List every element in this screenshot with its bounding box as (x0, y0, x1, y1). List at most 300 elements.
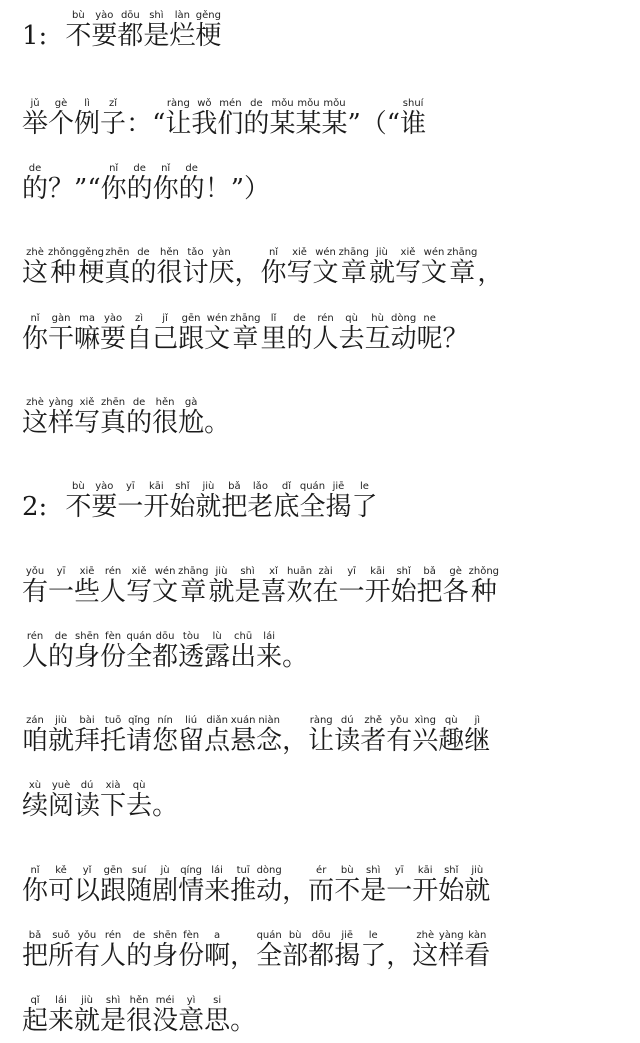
pinyin: yì (178, 995, 205, 1006)
pinyin: ne (416, 313, 443, 324)
annotated-char (351, 481, 378, 522)
pinyin: wén (204, 313, 231, 324)
hanzi: 很 (152, 408, 179, 438)
pinyin: de (22, 163, 48, 174)
hanzi: 身 (152, 941, 179, 971)
annotated-char (412, 715, 439, 756)
annotated-char (104, 247, 131, 288)
pinyin: yào (91, 10, 118, 21)
pinyin: xuán (230, 715, 257, 726)
pinyin: ràng (165, 98, 192, 109)
hanzi: 底 (273, 492, 300, 522)
hanzi: 开 (364, 577, 391, 607)
hanzi: 不 (65, 21, 92, 51)
hanzi: 这 (412, 941, 439, 971)
hanzi: 来 (256, 642, 283, 672)
hanzi: 文 (420, 258, 447, 288)
annotated-char (74, 98, 101, 139)
annotated-char (74, 930, 101, 971)
plain-char: ” (347, 109, 361, 139)
hanzi: 人 (312, 324, 339, 354)
plain-char: “ (386, 109, 401, 139)
annotated-char (204, 715, 231, 756)
hanzi: 拜 (74, 726, 101, 756)
pinyin: tuī (230, 865, 257, 876)
annotated-char (195, 481, 222, 522)
pinyin: bù (65, 10, 92, 21)
annotated-char (308, 715, 335, 756)
pinyin: yǒu (22, 566, 48, 577)
hanzi: 你 (260, 258, 287, 288)
pinyin: a (204, 930, 231, 941)
pinyin: mén (217, 98, 244, 109)
pinyin: zán (22, 715, 48, 726)
hanzi: 人 (100, 941, 127, 971)
hanzi: 都 (308, 941, 335, 971)
pinyin: de (130, 247, 157, 258)
plain-char: ” (230, 174, 244, 204)
hanzi: 样 (48, 408, 75, 438)
pinyin: bǎ (416, 566, 443, 577)
pinyin: wén (152, 566, 179, 577)
annotated-char (152, 163, 179, 204)
plain-char: ， (477, 258, 504, 288)
annotated-char (299, 481, 326, 522)
pinyin: làn (169, 10, 196, 21)
pinyin: huān (286, 566, 313, 577)
hanzi: 了 (360, 941, 387, 971)
hanzi: 所 (48, 941, 75, 971)
hanzi: 就 (74, 1006, 101, 1036)
annotated-char (204, 995, 231, 1036)
annotated-char (243, 98, 270, 139)
hanzi: 种 (48, 258, 79, 288)
pinyin: ma (74, 313, 101, 324)
hanzi: 咱 (22, 726, 49, 756)
annotated-char (178, 930, 205, 971)
hanzi: 有 (22, 577, 49, 607)
pinyin: jiù (195, 481, 222, 492)
annotated-char (447, 247, 478, 288)
hanzi: 尬 (178, 408, 205, 438)
hanzi: 的 (243, 109, 270, 139)
annotated-char (91, 10, 118, 51)
hanzi: 某 (321, 109, 348, 139)
pinyin: xiě (286, 247, 313, 258)
annotated-char (126, 780, 153, 821)
pinyin: mǒu (269, 98, 296, 109)
hanzi: 把 (416, 577, 443, 607)
annotated-char (204, 865, 231, 906)
hanzi: 写 (394, 258, 421, 288)
annotated-char (295, 98, 322, 139)
annotated-char (126, 865, 153, 906)
hanzi: 来 (48, 1006, 75, 1036)
hanzi: 文 (152, 577, 179, 607)
pinyin: lì (74, 98, 101, 109)
annotated-char (364, 313, 391, 354)
hanzi: 读 (74, 791, 101, 821)
hanzi: 托 (100, 726, 127, 756)
pinyin: de (286, 313, 313, 324)
hanzi: 写 (126, 577, 153, 607)
pinyin: yào (100, 313, 127, 324)
annotated-char (74, 397, 101, 438)
annotated-char (308, 865, 335, 906)
pinyin: xiē (74, 566, 101, 577)
annotated-char (22, 930, 49, 971)
hanzi: 剧 (152, 876, 179, 906)
annotated-char (204, 930, 231, 971)
hanzi: 是 (100, 1006, 127, 1036)
annotated-char (152, 865, 179, 906)
plain-char: ， (386, 941, 413, 971)
hanzi: 就 (368, 258, 395, 288)
annotated-char (230, 865, 257, 906)
annotated-char (100, 631, 127, 672)
annotated-char (338, 566, 365, 607)
hanzi: 起 (22, 1006, 49, 1036)
hanzi: 你 (152, 174, 179, 204)
annotated-char (74, 780, 101, 821)
pinyin: de (243, 98, 270, 109)
annotated-char (286, 313, 313, 354)
annotated-char (368, 247, 395, 288)
pinyin: shēn (74, 631, 101, 642)
pinyin: gěng (195, 10, 222, 21)
hanzi: 思 (204, 1006, 231, 1036)
hanzi: 让 (165, 109, 192, 139)
hanzi: 续 (22, 791, 49, 821)
plain-char: 。 (282, 642, 309, 672)
annotated-char (126, 313, 153, 354)
hanzi: 真 (104, 258, 131, 288)
hanzi: 情 (178, 876, 205, 906)
annotated-char (48, 995, 75, 1036)
hanzi: 这 (22, 408, 49, 438)
pinyin: jiē (325, 481, 352, 492)
annotated-char (260, 313, 287, 354)
pinyin: de (126, 163, 153, 174)
hanzi: 写 (74, 408, 101, 438)
hanzi: 者 (360, 726, 387, 756)
pinyin: lái (48, 995, 75, 1006)
annotated-char (416, 313, 443, 354)
pinyin: wǒ (191, 98, 218, 109)
annotated-char (100, 715, 127, 756)
pinyin: qíng (178, 865, 205, 876)
text-line (22, 313, 469, 352)
pinyin: shǐ (169, 481, 196, 492)
pinyin: kàn (464, 930, 491, 941)
plain-char: ！ (204, 174, 231, 204)
annotated-char (178, 313, 205, 354)
hanzi: 没 (152, 1006, 179, 1036)
pinyin: lái (256, 631, 283, 642)
annotated-char (78, 247, 105, 288)
hanzi: 开 (412, 876, 439, 906)
annotated-char (312, 313, 339, 354)
text-line (22, 247, 503, 286)
hanzi: 很 (126, 1006, 153, 1036)
annotated-char (334, 930, 361, 971)
annotated-char (100, 930, 127, 971)
annotated-char (217, 98, 244, 139)
annotated-char (126, 715, 153, 756)
hanzi: 可 (48, 876, 75, 906)
pinyin: méi (152, 995, 179, 1006)
pinyin: shuí (400, 98, 427, 109)
hanzi: 你 (22, 324, 49, 354)
pinyin: wén (312, 247, 339, 258)
pinyin: nǐ (22, 313, 48, 324)
hanzi: 要 (91, 492, 118, 522)
pinyin: rén (100, 566, 127, 577)
pinyin: zì (126, 313, 153, 324)
annotated-char (126, 631, 153, 672)
annotated-char (312, 247, 339, 288)
annotated-char (22, 163, 49, 204)
text-line (22, 98, 426, 137)
hanzi: 你 (22, 876, 49, 906)
annotated-char (338, 247, 369, 288)
hanzi: 我 (191, 109, 218, 139)
pinyin: kāi (364, 566, 391, 577)
hanzi: 是 (360, 876, 387, 906)
pinyin: de (178, 163, 205, 174)
pinyin: zhāng (447, 247, 478, 258)
pinyin: si (204, 995, 231, 1006)
annotated-char (208, 247, 235, 288)
hanzi: 章 (338, 258, 369, 288)
annotated-char (74, 313, 101, 354)
annotated-char (48, 865, 75, 906)
annotated-char (420, 247, 447, 288)
hanzi: 在 (312, 577, 339, 607)
annotated-char (169, 10, 196, 51)
hanzi: 己 (152, 324, 179, 354)
pinyin: yī (386, 865, 413, 876)
pinyin: dōu (117, 10, 144, 21)
annotated-char (22, 397, 49, 438)
annotated-char (143, 10, 170, 51)
annotated-char (438, 715, 465, 756)
hanzi: 不 (334, 876, 361, 906)
hanzi: 下 (100, 791, 127, 821)
annotated-char (126, 566, 153, 607)
annotated-char (178, 631, 205, 672)
hanzi: 继 (464, 726, 491, 756)
hanzi: 把 (22, 941, 49, 971)
pinyin: zhēn (100, 397, 127, 408)
hanzi: 份 (178, 941, 205, 971)
pinyin: rén (100, 930, 127, 941)
hanzi: 一 (386, 876, 413, 906)
plain-char: 。 (230, 1006, 257, 1036)
annotated-char (100, 780, 127, 821)
pinyin: quán (256, 930, 283, 941)
pinyin: diǎn (204, 715, 231, 726)
hanzi: 要 (91, 21, 118, 51)
annotated-char (286, 247, 313, 288)
annotated-char (22, 247, 49, 288)
hanzi: 去 (126, 791, 153, 821)
pinyin: gēn (178, 313, 205, 324)
annotated-char (412, 865, 439, 906)
annotated-char (22, 780, 49, 821)
annotated-char (22, 715, 49, 756)
annotated-char (143, 481, 170, 522)
pinyin: shì (143, 10, 170, 21)
hanzi: 动 (390, 324, 417, 354)
hanzi: 里 (260, 324, 287, 354)
hanzi: 身 (74, 642, 101, 672)
annotated-char (126, 930, 153, 971)
pinyin: zài (312, 566, 339, 577)
text-line (22, 631, 308, 670)
pinyin: shēn (152, 930, 179, 941)
pinyin: hěn (152, 397, 179, 408)
annotated-char (260, 566, 287, 607)
hanzi: 份 (100, 642, 127, 672)
hanzi: 各 (442, 577, 469, 607)
annotated-char (48, 566, 75, 607)
annotated-char (282, 930, 309, 971)
hanzi: 呢 (416, 324, 443, 354)
annotated-char (438, 930, 465, 971)
pinyin: fèn (178, 930, 205, 941)
pinyin: tuō (100, 715, 127, 726)
pinyin: yī (338, 566, 365, 577)
annotated-char (438, 865, 465, 906)
annotated-char (126, 995, 153, 1036)
annotated-char (100, 865, 127, 906)
annotated-char (394, 247, 421, 288)
annotated-char (442, 566, 469, 607)
pinyin: qǐ (22, 995, 49, 1006)
text-line (22, 715, 490, 754)
pinyin: xiě (394, 247, 421, 258)
annotated-char (22, 995, 49, 1036)
pinyin: niàn (256, 715, 283, 726)
hanzi: 样 (438, 941, 465, 971)
hanzi: 梗 (78, 258, 105, 288)
annotated-char (152, 995, 179, 1036)
annotated-char (48, 780, 75, 821)
hanzi: 意 (178, 1006, 205, 1036)
pinyin: zhè (412, 930, 439, 941)
pinyin: yuè (48, 780, 75, 791)
annotated-char (22, 98, 49, 139)
pinyin: yī (48, 566, 75, 577)
pinyin: yàn (208, 247, 235, 258)
annotated-char (360, 865, 387, 906)
hanzi: 就 (195, 492, 222, 522)
hanzi: 念 (256, 726, 283, 756)
hanzi: 例 (74, 109, 101, 139)
annotated-char (152, 715, 179, 756)
annotated-char (126, 397, 153, 438)
pinyin: bǎ (22, 930, 49, 941)
pinyin: shǐ (390, 566, 417, 577)
hanzi: 始 (390, 577, 417, 607)
annotated-char (312, 566, 339, 607)
pinyin: shì (360, 865, 387, 876)
plain-char: ， (282, 726, 309, 756)
pinyin: kāi (412, 865, 439, 876)
annotated-char (126, 163, 153, 204)
annotated-char (100, 98, 127, 139)
hanzi: 留 (178, 726, 205, 756)
annotated-char (256, 715, 283, 756)
pinyin: lái (204, 865, 231, 876)
hanzi: 子 (100, 109, 127, 139)
pinyin: qǐng (126, 715, 153, 726)
pinyin: le (351, 481, 378, 492)
pinyin: zhāng (178, 566, 209, 577)
hanzi: 您 (152, 726, 179, 756)
annotated-char (256, 930, 283, 971)
hanzi: 就 (208, 577, 235, 607)
hanzi: 揭 (334, 941, 361, 971)
hanzi: 有 (386, 726, 413, 756)
annotated-char (48, 631, 75, 672)
pinyin: suǒ (48, 930, 75, 941)
pinyin: jì (464, 715, 491, 726)
plain-char: ， (230, 941, 257, 971)
hanzi: 厌 (208, 258, 235, 288)
plain-char: 1: (22, 21, 48, 51)
annotated-char (74, 566, 101, 607)
annotated-char (48, 715, 75, 756)
pinyin: lǐ (260, 313, 287, 324)
pinyin: zhǒng (468, 566, 500, 577)
pinyin: yī (117, 481, 144, 492)
pinyin: dǐ (273, 481, 300, 492)
annotated-char (208, 566, 235, 607)
hanzi: 是 (234, 577, 261, 607)
hanzi: 举 (22, 109, 49, 139)
pinyin: suí (126, 865, 153, 876)
hanzi: 来 (204, 876, 231, 906)
pinyin: nǐ (22, 865, 48, 876)
pinyin: qù (438, 715, 465, 726)
hanzi: 要 (100, 324, 127, 354)
hanzi: 啊 (204, 941, 231, 971)
pinyin: nǐ (152, 163, 179, 174)
annotated-char (22, 566, 49, 607)
hanzi: 些 (74, 577, 101, 607)
pinyin: shì (234, 566, 261, 577)
annotated-char (338, 313, 365, 354)
annotated-char (325, 481, 352, 522)
annotated-char (234, 566, 261, 607)
hanzi: 一 (48, 577, 75, 607)
hanzi: 部 (282, 941, 309, 971)
pinyin: gàn (48, 313, 75, 324)
text-line (22, 930, 490, 969)
text-line (22, 566, 499, 605)
plain-char: ： (126, 109, 153, 139)
hanzi: 们 (217, 109, 244, 139)
pinyin: yàng (48, 397, 75, 408)
hanzi: 这 (22, 258, 49, 288)
hanzi: 始 (438, 876, 465, 906)
pinyin: bù (282, 930, 309, 941)
pinyin: yǐ (74, 865, 101, 876)
annotated-char (74, 865, 101, 906)
hanzi: 的 (178, 174, 205, 204)
